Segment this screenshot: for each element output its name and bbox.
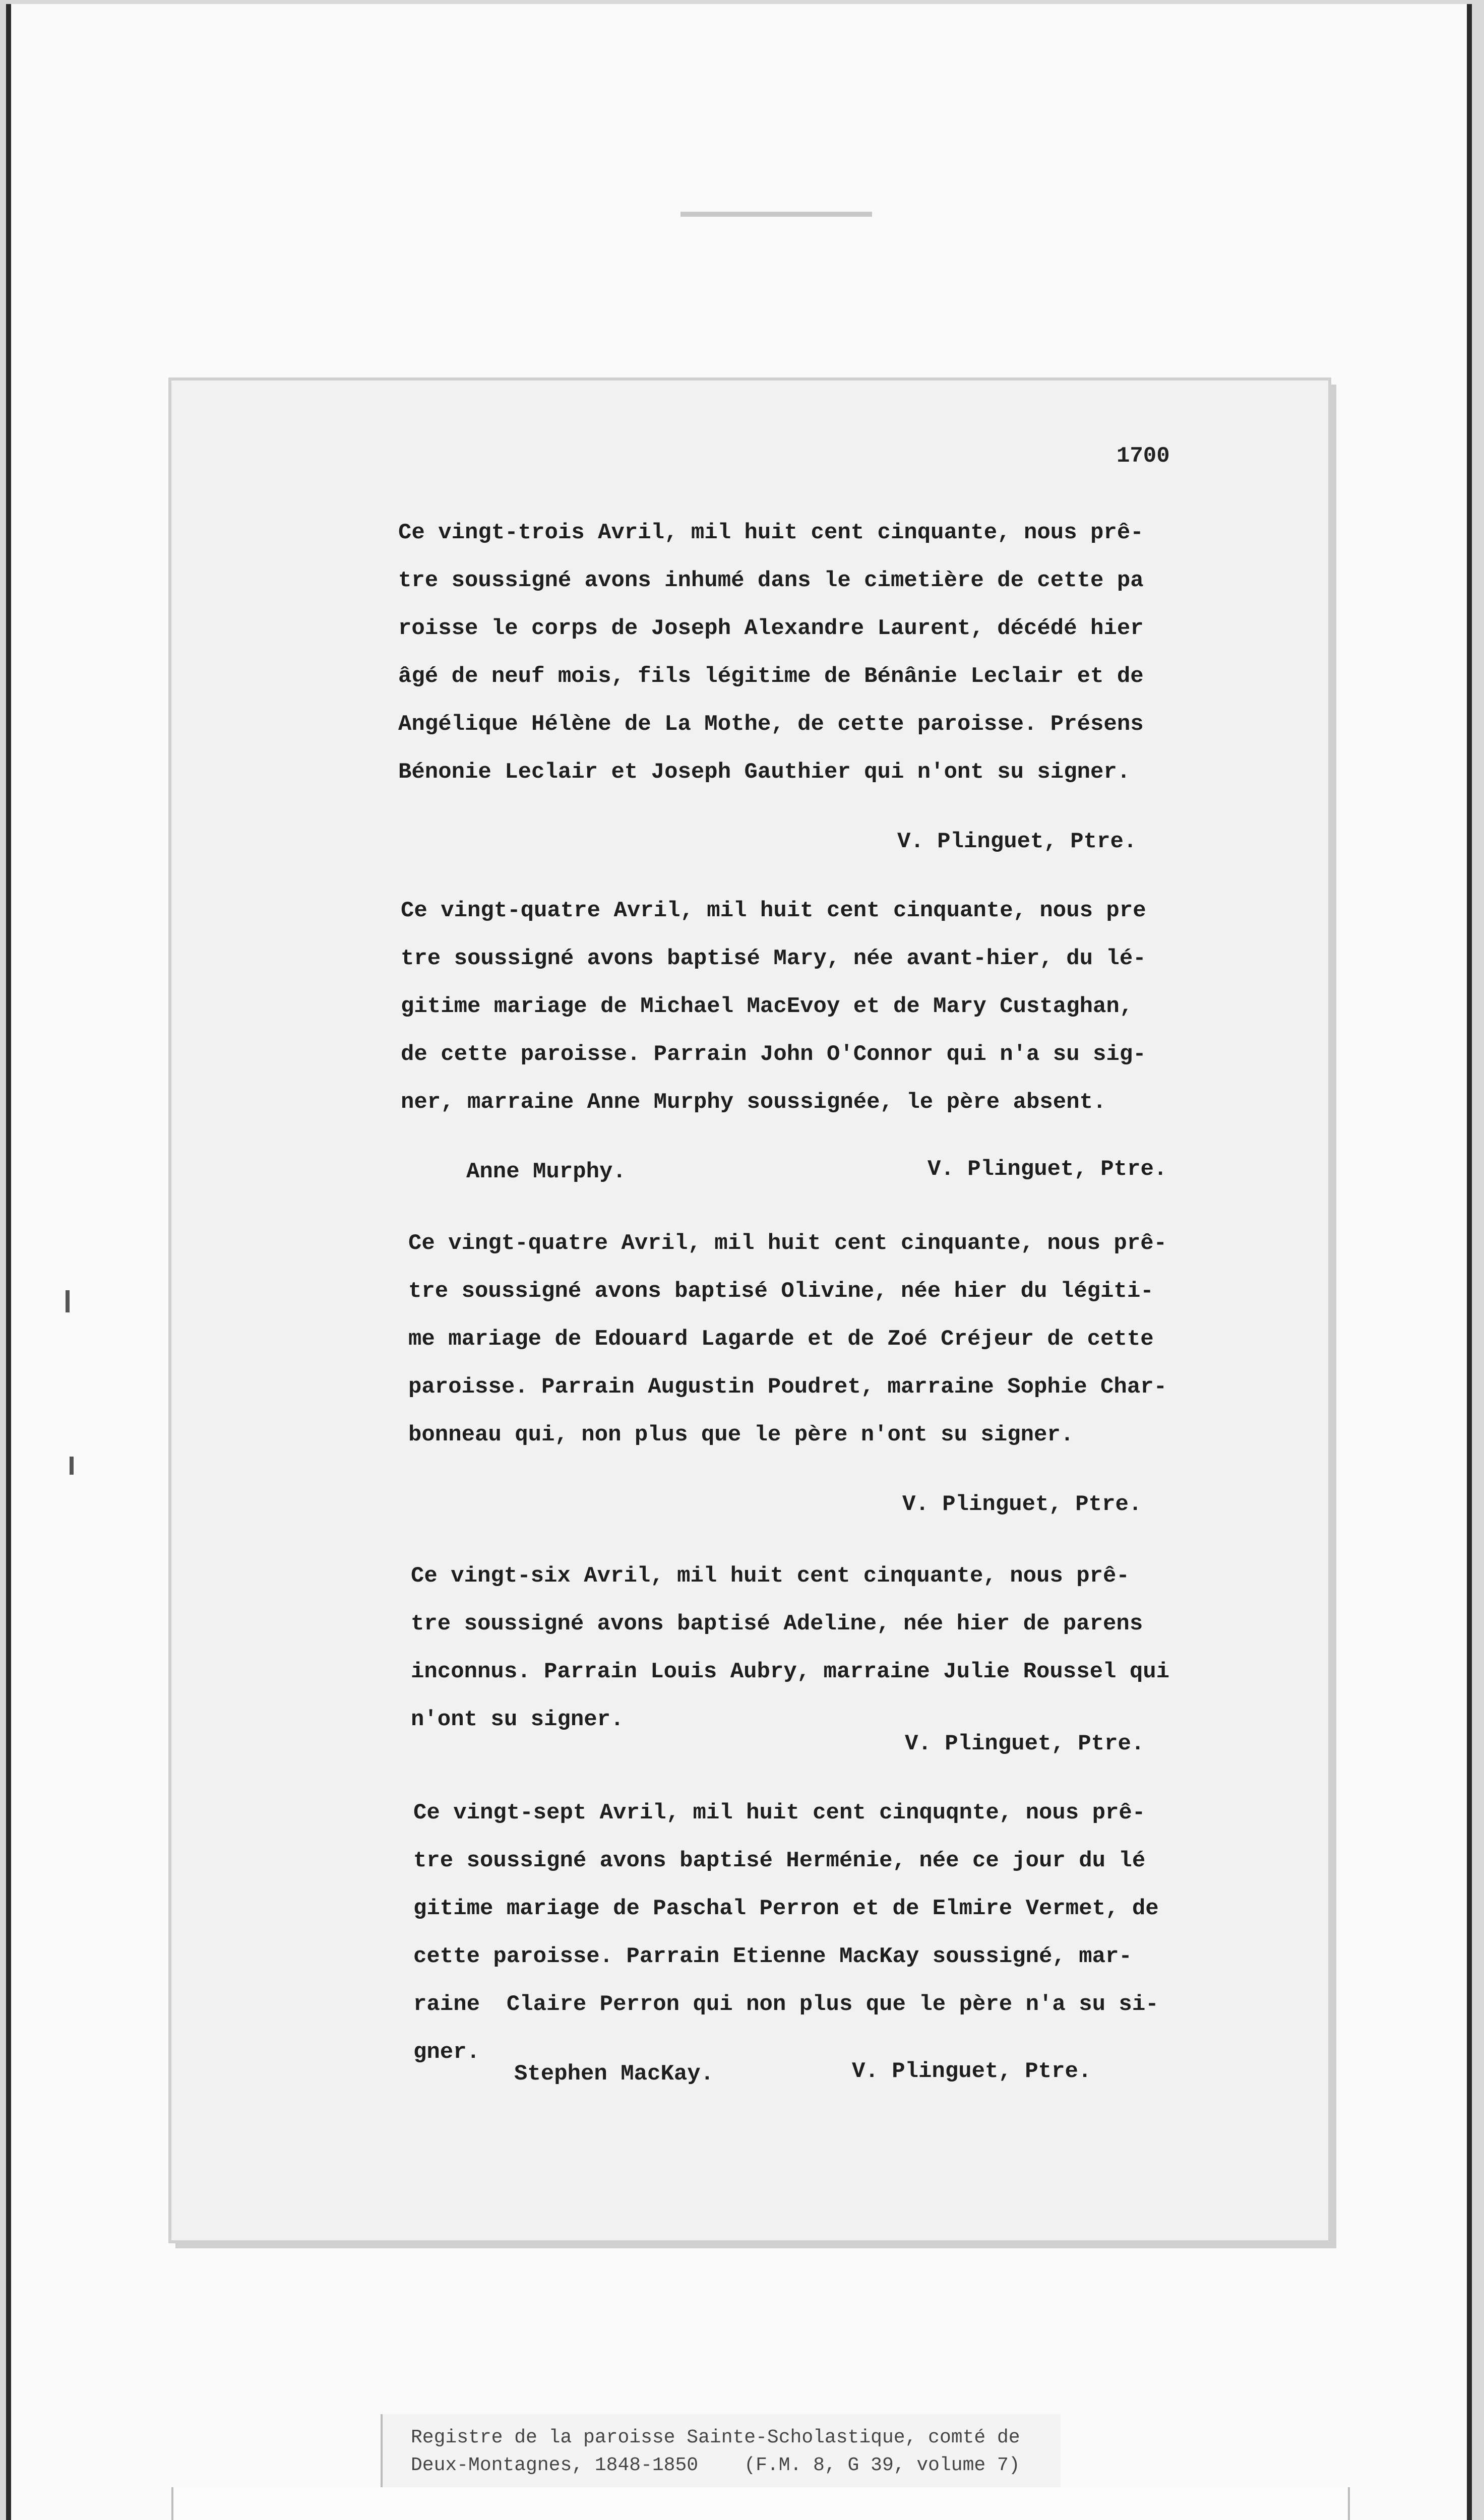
entry-2-witness-signature: Anne Murphy. bbox=[466, 1159, 626, 1184]
scan-mark bbox=[70, 1457, 74, 1475]
entry-4-priest-signature: V. Plinguet, Ptre. bbox=[905, 1731, 1145, 1756]
entry-5-priest-signature: V. Plinguet, Ptre. bbox=[852, 2059, 1092, 2084]
archive-stamp-box bbox=[171, 2487, 1350, 2520]
scan-mark bbox=[681, 212, 872, 217]
page-number: 1700 bbox=[1117, 444, 1170, 469]
entry-5-witness-signature: Stephen MacKay. bbox=[514, 2061, 714, 2087]
caption-line-2: Deux-Montagnes, 1848-1850 (F.M. 8, G 39, volume 7) bbox=[411, 2454, 1020, 2476]
scan-mark bbox=[66, 1290, 70, 1312]
entry-5-text: Ce vingt-sept Avril, mil huit cent cinquqnte, nous prê- tre soussigné avons baptisé Herménie, née ce jour du lé gitime mariage de Paschal Perron et de Elmire Vermet, de cette paroisse. Parrain Etienne MacKay soussigné, mar- raine Claire Perron qui non plus que le père n'a su si- gner. bbox=[413, 1800, 1159, 2065]
entry-3-priest-signature: V. Plinguet, Ptre. bbox=[902, 1492, 1142, 1517]
caption-line-1: Registre de la paroisse Sainte-Scholastique, comté de bbox=[411, 2427, 1020, 2448]
entry-4-text: Ce vingt-six Avril, mil huit cent cinquante, nous prê- tre soussigné avons baptisé Adeline, née hier de parens inconnus. Parrain Louis Aubry, marraine Julie Roussel qui n'ont su signer. bbox=[411, 1563, 1170, 1732]
entry-2-priest-signature: V. Plinguet, Ptre. bbox=[928, 1157, 1167, 1182]
entry-3-text: Ce vingt-quatre Avril, mil huit cent cinquante, nous prê- tre soussigné avons baptisé Olivine, née hier du légiti- me mariage de Edouard Lagarde et de Zoé Créjeur de cette paroisse. Parrain Augustin Poudret, marraine Sophie Char- bonneau qui, non plus que le père n'ont su signer. bbox=[408, 1231, 1167, 1447]
entry-1-text: Ce vingt-trois Avril, mil huit cent cinquante, nous prê- tre soussigné avons inhumé dans le cimetière de cette pa roisse le corps de Joseph Alexandre Laurent, décédé hier âgé de neuf mois, fils légitime de Bénânie Leclair et de Angélique Hélène de La Mothe, de cette paroisse. Présens Bénonie Leclair et Joseph Gauthier qui n'ont su signer. bbox=[398, 520, 1144, 785]
caption-box bbox=[381, 2414, 1061, 2487]
entry-1-priest-signature: V. Plinguet, Ptre. bbox=[897, 829, 1137, 854]
entry-2-text: Ce vingt-quatre Avril, mil huit cent cinquante, nous pre tre soussigné avons baptisé Mary, née avant-hier, du lé- gitime mariage de Michael MacEvoy et de Mary Custaghan, de cette paroisse. Parrain John O'Connor qui n'a su sig- ner, marraine Anne Murphy soussignée, le père absent. bbox=[401, 898, 1146, 1115]
